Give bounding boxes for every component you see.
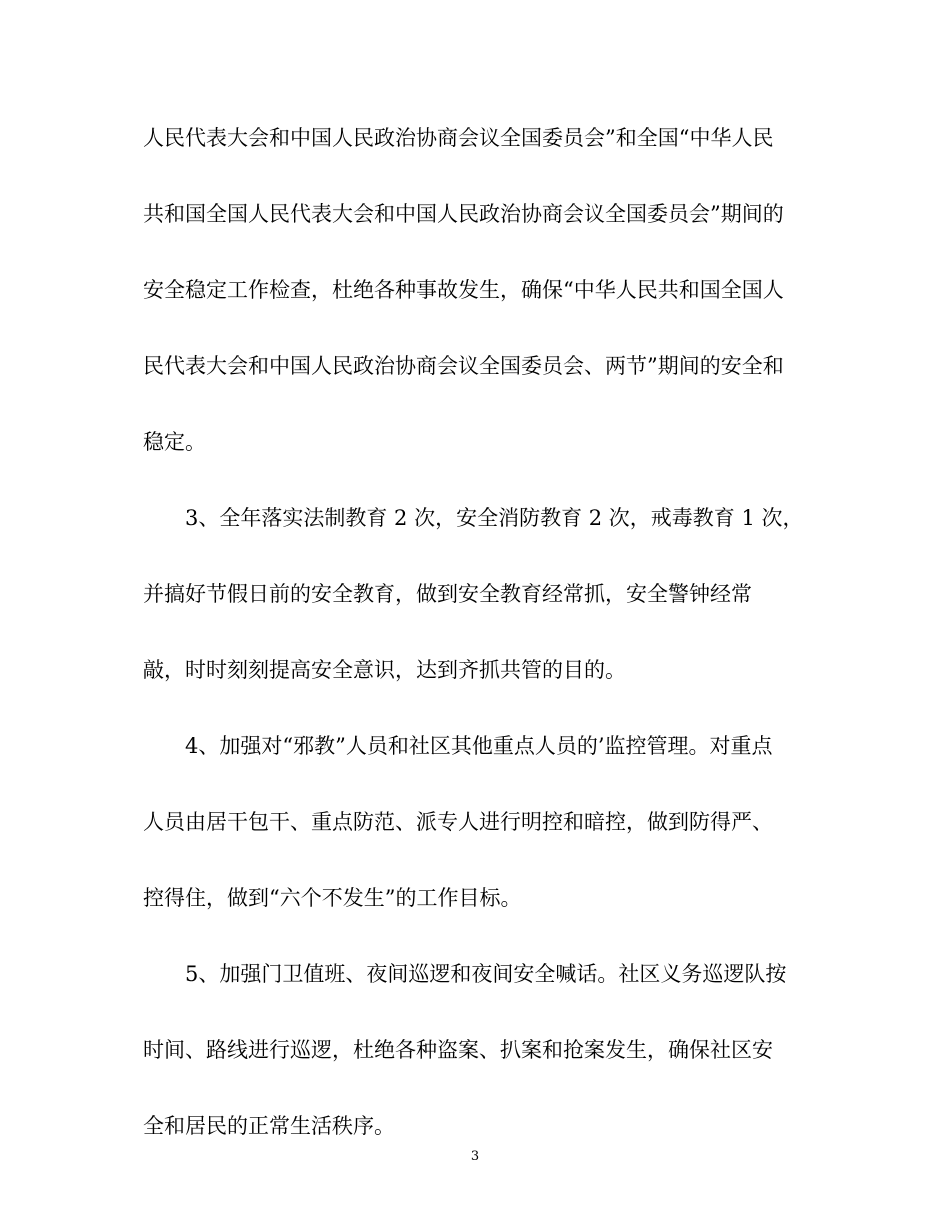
text-line: 安全稳定工作检查，杜绝各种事故发生，确保“中华人民共和国全国人: [143, 278, 784, 302]
text-line: 并搞好节假日前的安全教育，做到安全教育经常抓，安全警钟经常: [143, 582, 752, 606]
text-line: 稳定。: [143, 430, 206, 454]
paragraph-4-first-line: 4、加强对“邪教”人员和社区其他重点人员的’监控管理。对重点: [185, 734, 773, 758]
text-line: 全和居民的正常生活秩序。: [143, 1114, 395, 1138]
text-line: 时间、路线进行巡逻，杜绝各种盗案、扒案和抢案发生，确保社区安: [143, 1038, 773, 1062]
text-line: 控得住，做到“六个不发生”的工作目标。: [143, 886, 522, 910]
paragraph-5-first-line: 5、加强门卫值班、夜间巡逻和夜间安全喊话。社区义务巡逻队按: [185, 962, 787, 986]
text-line: 民代表大会和中国人民政治协商会议全国委员会、两节”期间的安全和: [143, 354, 784, 378]
page-number: 3: [470, 1149, 480, 1164]
text-line: 人民代表大会和中国人民政治协商会议全国委员会”和全国“中华人民: [143, 126, 774, 150]
paragraph-3-first-line: 3、全年落实法制教育 2 次，安全消防教育 2 次，戒毒教育 1 次，: [185, 506, 804, 530]
text-line: 共和国全国人民代表大会和中国人民政治协商会议全国委员会”期间的: [143, 202, 784, 226]
text-line: 人员由居干包干、重点防范、派专人进行明控和暗控，做到防得严、: [143, 810, 773, 834]
text-line: 敲，时时刻刻提高安全意识，达到齐抓共管的目的。: [143, 658, 626, 682]
